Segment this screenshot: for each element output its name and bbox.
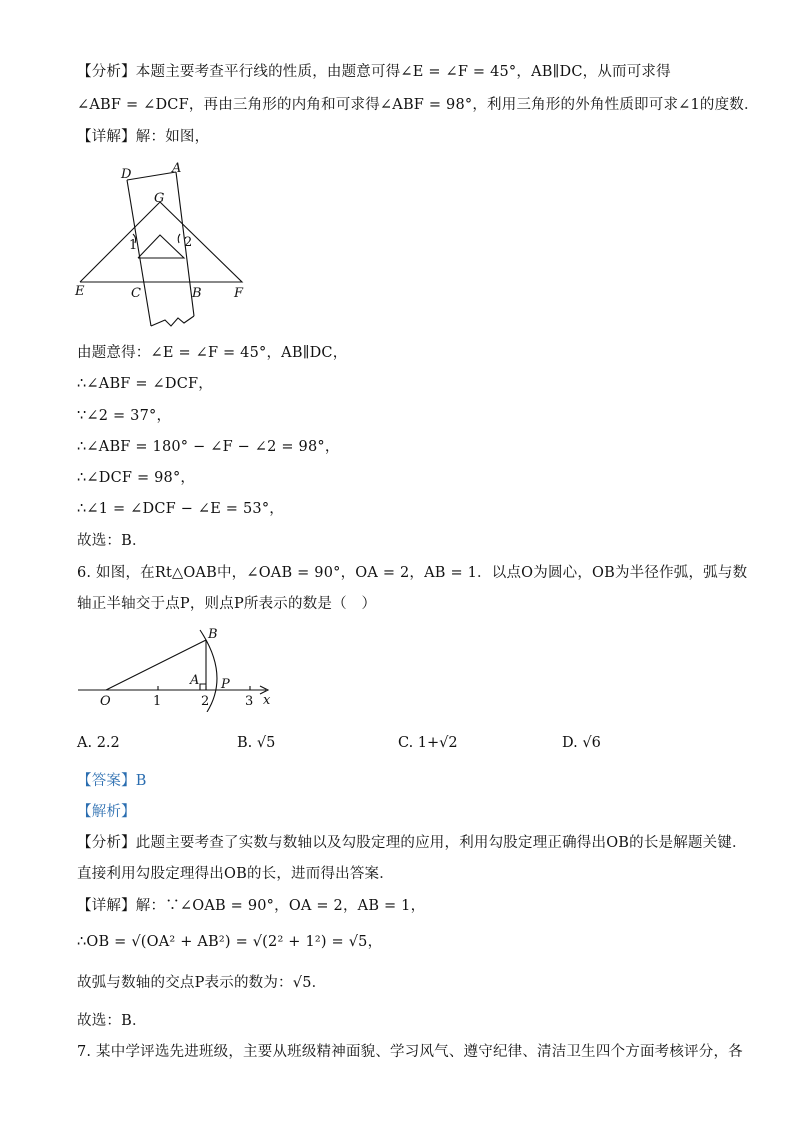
label-D: D — [121, 167, 132, 182]
label-F: F — [234, 286, 244, 301]
label-G: G — [154, 191, 165, 206]
analysis-5-line-2: ∠ABF = ∠DCF，再由三角形的内角和可求得∠ABF = 98°，利用三角形的外角性质即可求∠1的度数． — [77, 97, 759, 113]
step-5-5: ∴∠DCF = 98°， — [77, 470, 196, 486]
label-A: A — [190, 673, 200, 688]
step-5-3: ∵∠2 = 37°， — [77, 408, 172, 424]
option-a: A. 2.2 — [77, 735, 120, 751]
right-angle-mark — [200, 684, 206, 690]
inner-triangle — [138, 235, 184, 258]
figure-triangle-strip — [70, 160, 260, 332]
label-1: 1 — [129, 238, 138, 253]
strip-top-edge — [127, 172, 176, 180]
option-b: B. √5 — [237, 735, 276, 751]
label-E: E — [75, 284, 85, 299]
label-B: B — [192, 286, 202, 301]
analysis-5-line-1: 【分析】本题主要考查平行线的性质，由题意可得∠E = ∠F = 45°，AB∥DC，从而可求得 — [77, 64, 671, 80]
detail-6-line-2: ∴OB = √(OA² + AB²) = √(2² + 1²) = √5， — [77, 934, 383, 950]
option-c: C. 1+√2 — [398, 735, 458, 751]
detail-6-line-3: 故弧与数轴的交点P表示的数为：√5． — [77, 975, 327, 991]
step-5-6: ∴∠1 = ∠DCF − ∠E = 53°， — [77, 501, 284, 517]
label-B: B — [208, 627, 218, 642]
option-d: D. √6 — [562, 735, 601, 751]
jiexi-6: 【解析】 — [77, 804, 136, 820]
triangle-outline — [80, 202, 242, 282]
detail-5-intro: 【详解】解：如图， — [77, 129, 210, 145]
label-2: 2 — [184, 235, 193, 250]
detail-6-line-4: 故选：B． — [77, 1013, 147, 1029]
question-7-line-1: 7. 某中学评选先进班级，主要从班级精神面貌、学习风气、遵守纪律、清洁卫生四个方面考核评分，各 — [77, 1044, 743, 1060]
step-5-7: 故选：B． — [77, 533, 147, 549]
analysis-6-line-2: 直接利用勾股定理得出OB的长，进而得出答案． — [77, 866, 394, 882]
step-5-4: ∴∠ABF = 180° − ∠F − ∠2 = 98°， — [77, 439, 340, 455]
step-5-1: 由题意得：∠E = ∠F = 45°，AB∥DC， — [77, 345, 348, 361]
angle-2-arc — [178, 234, 180, 243]
label-C: C — [131, 286, 141, 301]
label-x: x — [263, 693, 271, 708]
label-A: A — [172, 161, 182, 176]
label-3: 3 — [245, 694, 254, 709]
analysis-6-line-1: 【分析】此题主要考查了实数与数轴以及勾股定理的应用，利用勾股定理正确得出OB的长是解题关键． — [77, 835, 747, 851]
detail-6-line-1: 【详解】解：∵∠OAB = 90°，OA = 2，AB = 1， — [77, 898, 426, 914]
figure-number-line — [70, 620, 290, 712]
label-2: 2 — [201, 694, 210, 709]
step-5-2: ∴∠ABF = ∠DCF， — [77, 376, 213, 392]
label-O: O — [100, 694, 111, 709]
question-6-line-2: 轴正半轴交于点P，则点P所表示的数是（ ） — [77, 596, 377, 612]
answer-6: 【答案】B — [77, 773, 147, 789]
label-1: 1 — [153, 694, 162, 709]
label-P: P — [221, 677, 230, 692]
strip-torn-edge — [151, 316, 194, 326]
strip-edge-dc — [127, 180, 151, 326]
question-6-line-1: 6. 如图，在Rt△OAB中，∠OAB = 90°，OA = 2，AB = 1．以点O为圆心，OB为半径作弧，弧与数 — [77, 565, 748, 581]
